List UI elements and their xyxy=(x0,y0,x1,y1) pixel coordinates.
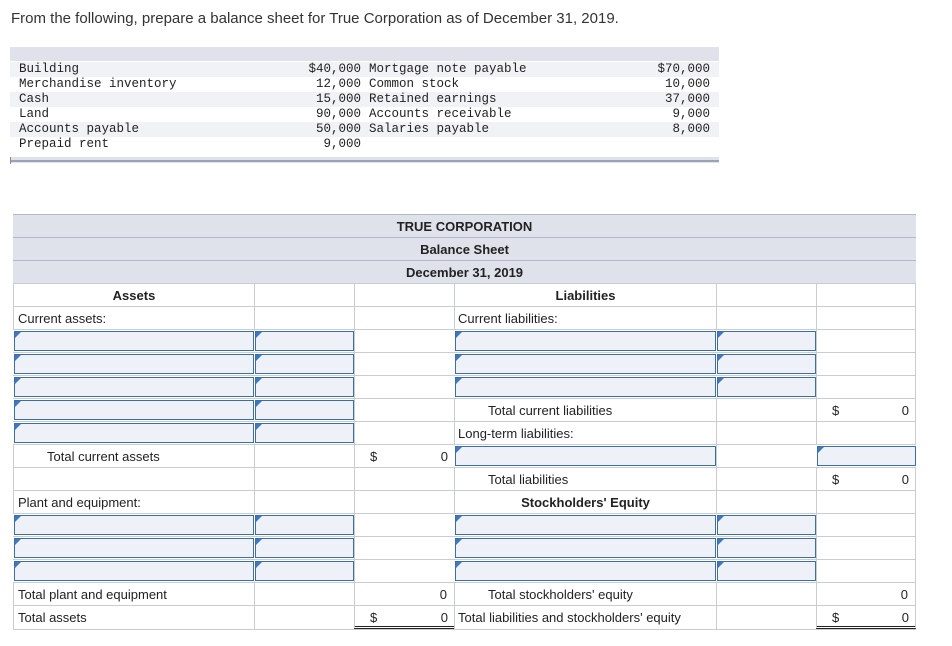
row-value: 15,000 xyxy=(315,92,361,106)
total-value: 0 xyxy=(901,403,909,418)
row-value: 12,000 xyxy=(315,77,361,91)
total-current-liabilities-value xyxy=(816,399,916,422)
table-row xyxy=(13,421,916,445)
equity-name-input[interactable] xyxy=(455,561,716,581)
row-label: Salaries payable xyxy=(369,122,490,136)
row-value: 10,000 xyxy=(664,77,710,91)
empty-cell xyxy=(716,606,816,629)
dropdown-marker-icon xyxy=(718,562,724,568)
stockholders-equity-header: Stockholders' Equity xyxy=(454,491,716,514)
asset-name-input[interactable] xyxy=(14,400,254,420)
total-liab-equity-label: Total liabilities and stockholders' equity xyxy=(454,606,716,629)
total-stockholders-equity-value: 0 xyxy=(816,583,916,606)
empty-cell xyxy=(354,560,454,583)
dropdown-marker-icon xyxy=(818,447,824,453)
dropdown-marker-icon xyxy=(456,378,462,384)
dropdown-marker-icon xyxy=(256,378,262,384)
total-value: 0 xyxy=(901,472,909,487)
row-value: 90,000 xyxy=(315,107,361,121)
dropdown-marker-icon xyxy=(718,516,724,522)
total-current-assets-label: Total current assets xyxy=(13,445,254,468)
table-row xyxy=(13,605,916,630)
table-row xyxy=(13,444,916,468)
dropdown-marker-icon xyxy=(15,424,21,430)
total-stockholders-equity-label: Total stockholders' equity xyxy=(454,583,716,606)
data-row xyxy=(10,137,719,152)
equity-amount-input[interactable] xyxy=(717,561,816,581)
empty-cell xyxy=(816,307,916,330)
empty-cell xyxy=(716,307,816,330)
table-top-bar xyxy=(10,47,719,61)
table-row xyxy=(13,467,916,491)
empty-cell xyxy=(254,307,354,330)
empty-cell xyxy=(354,307,454,330)
dropdown-marker-icon xyxy=(15,332,21,338)
empty-cell xyxy=(716,284,816,307)
table-row xyxy=(13,536,916,560)
dollar-sign: $ xyxy=(832,403,840,418)
equity-name-input[interactable] xyxy=(455,515,716,535)
empty-cell xyxy=(816,560,916,583)
asset-amount-input[interactable] xyxy=(255,538,354,558)
dropdown-marker-icon xyxy=(256,424,262,430)
dropdown-marker-icon xyxy=(718,539,724,545)
dropdown-marker-icon xyxy=(718,355,724,361)
liability-amount-input[interactable] xyxy=(817,446,916,466)
liabilities-header: Liabilities xyxy=(454,284,716,307)
row-value: $70,000 xyxy=(657,62,710,76)
dropdown-marker-icon xyxy=(15,378,21,384)
dropdown-marker-icon xyxy=(456,516,462,522)
row-label: Land xyxy=(19,107,50,121)
assets-header: Assets xyxy=(13,284,254,307)
table-row xyxy=(13,513,916,537)
table-row xyxy=(13,329,916,353)
liability-amount-input[interactable] xyxy=(717,331,816,351)
asset-name-input[interactable] xyxy=(14,538,254,558)
row-label: Accounts receivable xyxy=(369,107,512,121)
table-row xyxy=(13,283,916,307)
dropdown-marker-icon xyxy=(718,378,724,384)
empty-cell xyxy=(13,468,254,491)
dropdown-marker-icon xyxy=(256,562,262,568)
empty-cell xyxy=(816,537,916,560)
asset-amount-input[interactable] xyxy=(255,377,354,397)
empty-cell xyxy=(254,445,354,468)
dropdown-marker-icon xyxy=(456,562,462,568)
liability-name-input[interactable] xyxy=(455,331,716,351)
data-row xyxy=(10,62,719,77)
liability-name-input[interactable] xyxy=(455,354,716,374)
dollar-sign: $ xyxy=(832,610,840,625)
row-label: Retained earnings xyxy=(369,92,497,106)
empty-cell xyxy=(716,422,816,445)
asset-amount-input[interactable] xyxy=(255,354,354,374)
equity-name-input[interactable] xyxy=(455,538,716,558)
asset-name-input[interactable] xyxy=(14,423,254,443)
data-row xyxy=(10,122,719,137)
dropdown-marker-icon xyxy=(256,401,262,407)
equity-amount-input[interactable] xyxy=(717,515,816,535)
asset-name-input[interactable] xyxy=(14,515,254,535)
empty-cell xyxy=(354,537,454,560)
dropdown-marker-icon xyxy=(456,355,462,361)
liability-amount-input[interactable] xyxy=(717,354,816,374)
asset-amount-input[interactable] xyxy=(255,561,354,581)
row-value: 9,000 xyxy=(672,107,710,121)
dropdown-marker-icon xyxy=(456,447,462,453)
empty-cell xyxy=(716,491,816,514)
total-plant-equipment-value: 0 xyxy=(354,583,454,606)
total-current-assets-value xyxy=(354,445,454,468)
dropdown-marker-icon xyxy=(15,562,21,568)
dropdown-marker-icon xyxy=(456,539,462,545)
data-row xyxy=(10,107,719,122)
asset-name-input[interactable] xyxy=(14,561,254,581)
total-liabilities-label: Total liabilities xyxy=(454,468,716,491)
data-row xyxy=(10,77,719,92)
row-label: Cash xyxy=(19,92,50,106)
plant-equipment-label: Plant and equipment: xyxy=(13,491,254,514)
empty-cell xyxy=(354,399,454,422)
table-row xyxy=(13,559,916,583)
empty-cell xyxy=(816,422,916,445)
dropdown-marker-icon xyxy=(15,539,21,545)
dollar-sign: $ xyxy=(370,449,378,464)
dropdown-marker-icon xyxy=(15,401,21,407)
row-label: Accounts payable xyxy=(19,122,140,136)
total-assets-label: Total assets xyxy=(13,606,254,629)
empty-cell xyxy=(354,468,454,491)
dropdown-marker-icon xyxy=(256,539,262,545)
total-value: 0 xyxy=(901,610,909,625)
total-plant-equipment-label: Total plant and equipment xyxy=(13,583,254,606)
table-row xyxy=(13,582,916,606)
asset-amount-input[interactable] xyxy=(255,400,354,420)
asset-amount-input[interactable] xyxy=(255,423,354,443)
empty-cell xyxy=(816,376,916,399)
empty-cell xyxy=(354,353,454,376)
asset-name-input[interactable] xyxy=(14,331,254,351)
row-label: Merchandise inventory xyxy=(19,77,177,91)
row-label: Building xyxy=(19,62,80,76)
empty-cell xyxy=(816,353,916,376)
row-value: 50,000 xyxy=(315,122,361,136)
asset-amount-input[interactable] xyxy=(255,515,354,535)
row-value: 37,000 xyxy=(664,92,710,106)
empty-cell xyxy=(354,330,454,353)
liability-name-input[interactable] xyxy=(455,377,716,397)
total-current-liabilities-label: Total current liabilities xyxy=(454,399,716,422)
total-liab-equity-value xyxy=(816,606,916,629)
current-assets-label: Current assets: xyxy=(13,307,254,330)
current-liabilities-label: Current liabilities: xyxy=(454,307,716,330)
empty-cell xyxy=(716,399,816,422)
asset-amount-input[interactable] xyxy=(255,331,354,351)
table-bottom-line xyxy=(10,160,719,162)
dropdown-marker-icon xyxy=(15,516,21,522)
empty-cell xyxy=(816,491,916,514)
statement-date: December 31, 2019 xyxy=(13,260,916,284)
row-label: Mortgage note payable xyxy=(369,62,527,76)
data-row xyxy=(10,92,719,107)
equity-amount-input[interactable] xyxy=(717,538,816,558)
dropdown-marker-icon xyxy=(718,332,724,338)
row-value: 9,000 xyxy=(323,137,361,151)
empty-cell xyxy=(816,514,916,537)
table-row xyxy=(13,375,916,399)
table-row xyxy=(13,306,916,330)
total-assets-value xyxy=(354,606,454,629)
dollar-sign: $ xyxy=(370,610,378,625)
empty-cell xyxy=(716,468,816,491)
empty-cell xyxy=(816,284,916,307)
asset-name-input[interactable] xyxy=(14,377,254,397)
total-liabilities-value xyxy=(816,468,916,491)
empty-cell xyxy=(254,606,354,629)
table-row xyxy=(13,398,916,422)
company-name: TRUE CORPORATION xyxy=(13,214,916,238)
row-label: Prepaid rent xyxy=(19,137,110,151)
asset-name-input[interactable] xyxy=(14,354,254,374)
empty-cell xyxy=(816,330,916,353)
empty-cell xyxy=(716,583,816,606)
empty-cell xyxy=(354,514,454,537)
dropdown-marker-icon xyxy=(15,355,21,361)
table-row xyxy=(13,352,916,376)
empty-cell xyxy=(254,284,354,307)
dropdown-marker-icon xyxy=(256,516,262,522)
empty-cell xyxy=(354,422,454,445)
table-row xyxy=(13,490,916,514)
empty-cell xyxy=(254,468,354,491)
empty-cell xyxy=(354,491,454,514)
empty-cell xyxy=(716,445,816,468)
total-value: 0 xyxy=(440,610,448,625)
long-term-liabilities-label: Long-term liabilities: xyxy=(454,422,716,445)
row-value: 8,000 xyxy=(672,122,710,136)
dropdown-marker-icon xyxy=(256,355,262,361)
row-label: Common stock xyxy=(369,77,460,91)
total-value: 0 xyxy=(440,449,448,464)
dropdown-marker-icon xyxy=(256,332,262,338)
given-data-table xyxy=(10,47,719,163)
dropdown-marker-icon xyxy=(456,332,462,338)
liability-name-input[interactable] xyxy=(455,446,716,466)
empty-cell xyxy=(254,583,354,606)
statement-title: Balance Sheet xyxy=(13,237,916,261)
row-value: $40,000 xyxy=(308,62,361,76)
table-corner-mark xyxy=(10,157,11,164)
liability-amount-input[interactable] xyxy=(717,377,816,397)
balance-sheet-form xyxy=(13,214,916,630)
empty-cell xyxy=(354,284,454,307)
dollar-sign: $ xyxy=(832,472,840,487)
empty-cell xyxy=(354,376,454,399)
empty-cell xyxy=(254,491,354,514)
question-text: From the following, prepare a balance sheet for True Corporation as of December 31, 2019. xyxy=(11,10,619,27)
